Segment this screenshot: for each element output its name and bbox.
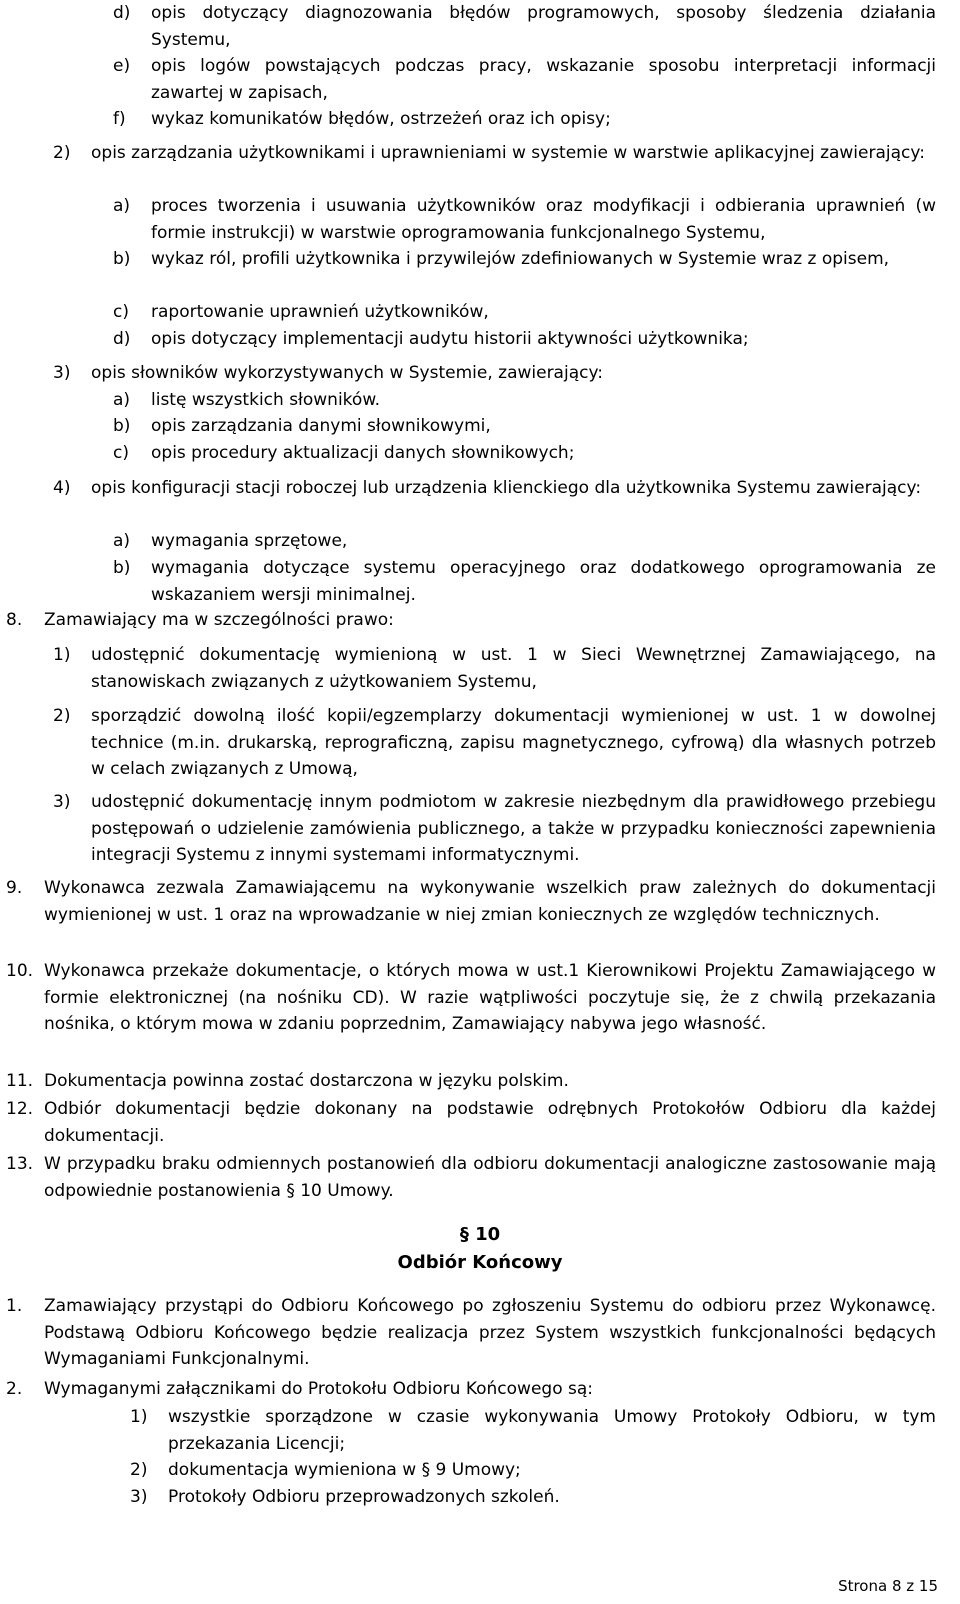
item-text: opis dotyczący diagnozowania błędów programowych, sposoby śledzenia działania Systemu, [151,3,936,50]
item-number: e) [113,56,131,76]
item-number: a) [113,196,131,216]
item-text: dokumentacja wymieniona w § 9 Umowy; [168,1460,521,1480]
item-text: sporządzić dowolną ilość kopii/egzemplarzy dokumentacji wymienionej w ust. 1 w dowolnej technice (m.in. drukarską, reprograficzną, zapisu magnetycznego, cyfrową) dla własnych potrzeb w celach związanych z Umową, [91,706,936,780]
item-number: a) [113,531,131,551]
item-text: opis logów powstających podczas pracy, wskazanie sposobu interpretacji informacji zawartej w zapisach, [151,56,936,103]
item-text: wykaz komunikatów błędów, ostrzeżeń oraz ich opisy; [151,109,611,129]
list-item [53,360,936,387]
item-number: 4) [53,478,71,498]
item-number: 3) [53,363,71,383]
item-number: b) [113,558,131,578]
item-text: opis zarządzania danymi słownikowymi, [151,416,491,436]
list-item [53,140,936,167]
item-number: a) [113,390,131,410]
list-item [113,246,936,273]
list-item [113,326,936,353]
paragraph-number: 8. [6,610,23,630]
paragraph-text: Wykonawca przekaże dokumentacje, o których mowa w ust.1 Kierownikowi Projektu Zamawiającego w formie elektronicznej (na nośniku CD). W razie wątpliwości poczytuje się, że z chwilą przekazania nośnika, o którym mowa w zdaniu poprzednim, Zamawiający nabywa jego własność. [44,961,936,1035]
item-number: c) [113,443,129,463]
paragraph-number: 9. [6,878,23,898]
item-text: wszystkie sporządzone w czasie wykonywania Umowy Protokoły Odbioru, w tym przekazania Licencji; [168,1407,936,1454]
list-item [113,555,936,608]
paragraph [6,607,936,634]
paragraph [6,875,936,928]
item-number: d) [113,3,131,23]
item-text: udostępnić dokumentację innym podmiotom w zakresie niezbędnym dla prawidłowego przebiegu postępowań o udzielenie zamówienia publicznego, a także w przypadku konieczności zapewnienia integracji Systemu z innymi systemami informatycznymi. [91,792,936,866]
item-text: Protokoły Odbioru przeprowadzonych szkoleń. [168,1487,560,1507]
list-item [130,1484,936,1511]
item-text: opis procedury aktualizacji danych słownikowych; [151,443,575,463]
paragraph-text: Zamawiający ma w szczególności prawo: [44,610,394,630]
list-item [53,789,936,869]
paragraph-number: 12. [6,1099,34,1119]
item-text: opis dotyczący implementacji audytu historii aktywności użytkownika; [151,329,749,349]
item-number: d) [113,329,131,349]
item-text: wykaz ról, profili użytkownika i przywilejów zdefiniowanych w Systemie wraz z opisem, [151,249,890,269]
section-title: Odbiór Końcowy [397,1252,563,1273]
paragraph-text: Odbiór dokumentacji będzie dokonany na podstawie odrębnych Protokołów Odbioru dla każdej dokumentacji. [44,1099,936,1146]
item-number: c) [113,302,129,322]
item-text: listę wszystkich słowników. [151,390,381,410]
item-text: opis konfiguracji stacji roboczej lub urządzenia klienckiego dla użytkownika Systemu zawierający: [91,478,922,498]
item-number: b) [113,249,131,269]
item-text: opis zarządzania użytkownikami i uprawnieniami w systemie w warstwie aplikacyjnej zawierający: [91,143,925,163]
item-number: 3) [130,1487,148,1507]
list-item [113,299,936,326]
paragraph [6,1096,936,1149]
item-number: 2) [53,143,71,163]
page-number: Strona 8 z 15 [838,1577,938,1595]
paragraph-text: Zamawiający przystąpi do Odbioru Końcowego po zgłoszeniu Systemu do odbioru przez Wykonawcę. Podstawą Odbioru Końcowego będzie realizacja przez System wszystkich funkcjonalności będących Wymaganiami Funkcjonalnymi. [44,1296,936,1370]
paragraph-text: Dokumentacja powinna zostać dostarczona w języku polskim. [44,1071,569,1091]
section-number: § 10 [459,1224,501,1245]
item-number: 2) [130,1460,148,1480]
paragraph-text: W przypadku braku odmiennych postanowień dla odbioru dokumentacji analogiczne zastosowanie mają odpowiednie postanowienia § 10 Umowy. [44,1154,936,1201]
paragraph [6,1293,936,1373]
item-number: 1) [53,645,71,665]
list-item [113,106,936,133]
list-item [53,475,936,502]
paragraph [6,1151,936,1204]
list-item [113,53,936,106]
list-item [113,413,936,440]
paragraph-number: 11. [6,1071,34,1091]
paragraph [6,1068,936,1095]
paragraph-number: 13. [6,1154,34,1174]
item-text: wymagania dotyczące systemu operacyjnego oraz dodatkowego oprogramowania ze wskazaniem wersji minimalnej. [151,558,936,605]
list-item [113,193,936,246]
item-number: 2) [53,706,71,726]
item-number: b) [113,416,131,436]
list-item [113,528,936,555]
list-item [113,0,936,53]
item-text: proces tworzenia i usuwania użytkowników oraz modyfikacji i odbierania uprawnień (w formie instrukcji) w warstwie oprogramowania funkcjonalnego Systemu, [151,196,936,243]
paragraph [6,1376,936,1403]
paragraph [6,958,936,1038]
item-number: 1) [130,1407,148,1427]
list-item [130,1457,936,1484]
paragraph-text: Wymaganymi załącznikami do Protokołu Odbioru Końcowego są: [44,1379,594,1399]
item-text: opis słowników wykorzystywanych w Systemie, zawierający: [91,363,604,383]
paragraph-number: 10. [6,961,34,981]
list-item [130,1404,936,1457]
list-item [113,387,936,414]
list-item [113,440,936,467]
item-number: 3) [53,792,71,812]
item-number: f) [113,109,126,129]
paragraph-number: 2. [6,1379,23,1399]
item-text: raportowanie uprawnień użytkowników, [151,302,489,322]
item-text: wymagania sprzętowe, [151,531,348,551]
item-text: udostępnić dokumentację wymienioną w ust. 1 w Sieci Wewnętrznej Zamawiającego, na stanowiskach związanych z użytkowaniem Systemu, [91,645,936,692]
paragraph-number: 1. [6,1296,23,1316]
list-item [53,642,936,695]
paragraph-text: Wykonawca zezwala Zamawiającemu na wykonywanie wszelkich praw zależnych do dokumentacji wymienionej w ust. 1 oraz na wprowadzanie w niej zmian koniecznych ze względów technicznych. [44,878,936,925]
list-item [53,703,936,783]
